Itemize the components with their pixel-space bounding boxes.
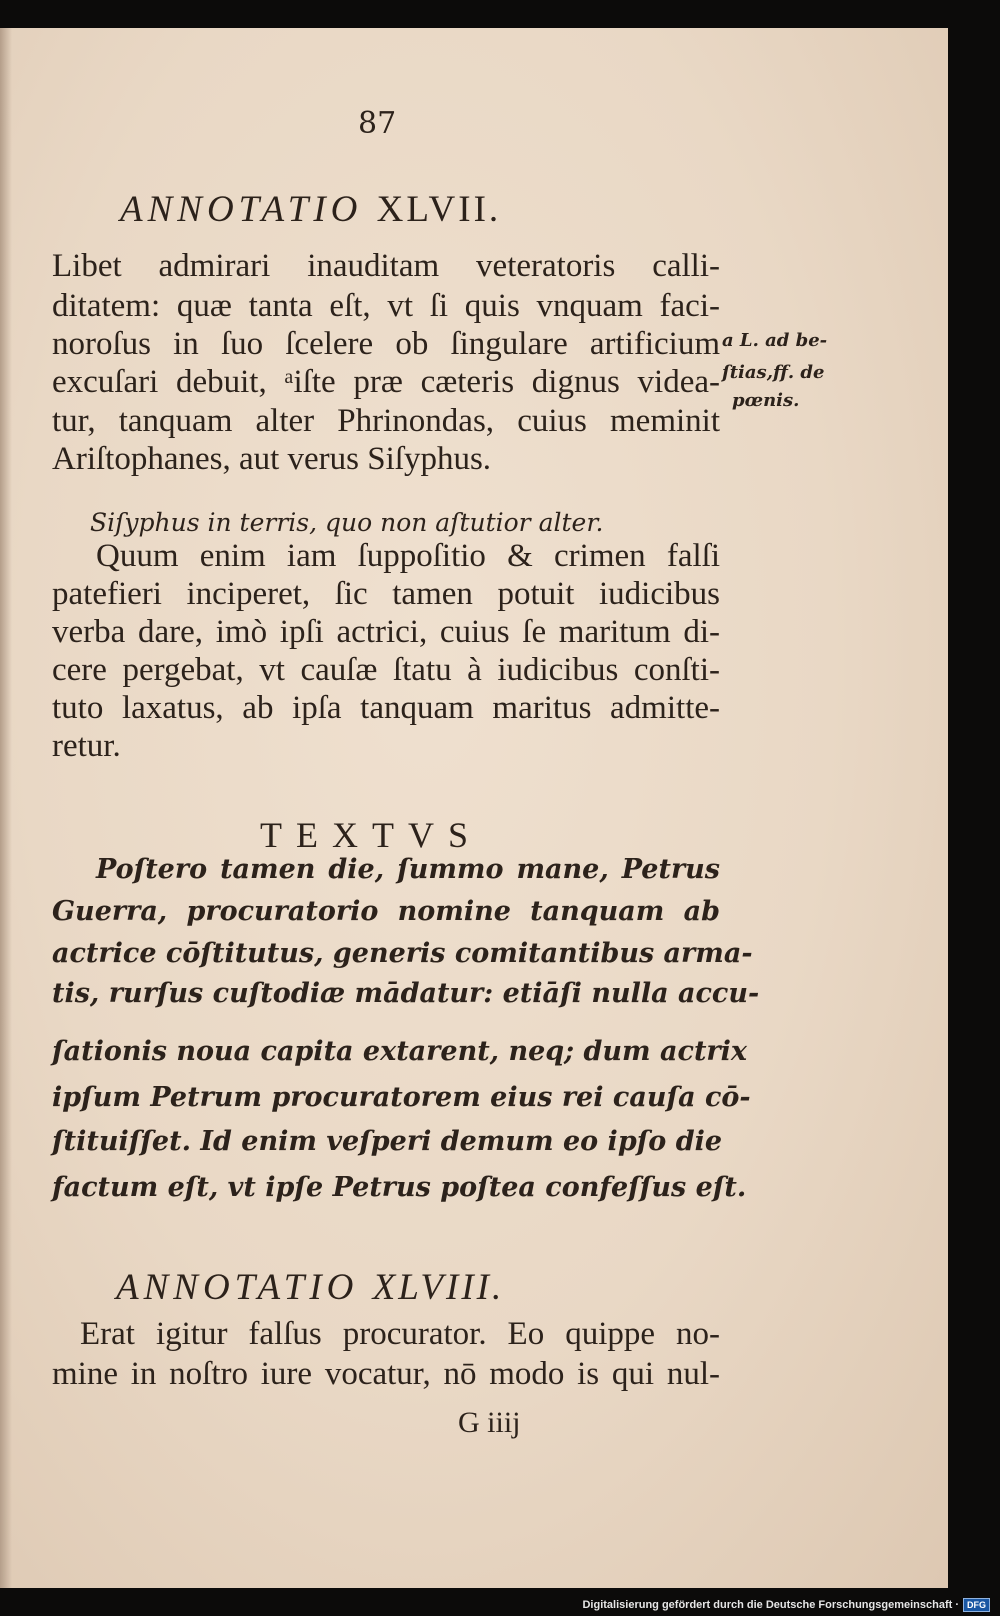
heading-roman: XLVII.	[376, 189, 502, 230]
textus-heading: TEXTVS	[260, 815, 482, 855]
textus-line: Guerra, procuratorio nomine tanquam ab	[52, 896, 720, 927]
page-number: 87	[358, 106, 397, 141]
heading-italic: ANNOTATIO	[116, 1267, 359, 1308]
para3-line: Erat igitur falſus procurator. Eo quippe no-	[80, 1316, 720, 1352]
marginal-note-line: ſtias,ff. de	[722, 362, 825, 383]
annotation-heading-48	[116, 1266, 504, 1309]
heading-italic: ANNOTATIO	[120, 189, 363, 230]
para1-line: Ariſtophanes, aut verus Siſyphus.	[52, 441, 492, 477]
textus-line: ipſum Petrum procuratorem eius rei cauſa cō-	[52, 1082, 751, 1113]
annotation-heading-47	[120, 188, 501, 231]
para2-line: cere pergebat, vt cauſæ ſtatu à iudicibus conſti-	[52, 652, 720, 688]
textus-line: tis, rurſus cuſtodiæ mādatur: etiāſi nulla accu-	[52, 978, 760, 1009]
textus-line: factum eſt, vt ipſe Petrus poſtea confeſſus eſt.	[52, 1172, 747, 1203]
para2-line: verba dare, imò ipſi actrici, cuius ſe maritum di-	[52, 614, 720, 650]
book-page	[0, 28, 948, 1588]
page-gutter-shadow	[0, 28, 12, 1588]
footer-credit	[582, 1598, 990, 1612]
para2-line: Quum enim iam ſuppoſitio & crimen falſi	[96, 538, 720, 574]
textus-line: ſationis noua capita extarent, neq; dum actrix	[52, 1036, 747, 1067]
para1-line: ditatem: quæ tanta eſt, vt ſi quis vnquam faci-	[52, 288, 720, 324]
signature-mark: G iiij	[458, 1406, 521, 1439]
textus-line: actrice cōſtitutus, generis comitantibus arma-	[52, 938, 753, 969]
para2-line: tuto laxatus, ab ipſa tanquam maritus admitte-	[52, 690, 720, 726]
para1-line: tur, tanquam alter Phrinondas, cuius meminit	[52, 403, 720, 439]
heading-roman: XLVIII.	[372, 1267, 505, 1308]
para2-line: retur.	[52, 728, 121, 764]
textus-line: ſtituiſſet. Id enim veſperi demum eo ipſo die	[52, 1126, 723, 1157]
para2-line: patefieri inciperet, ſic tamen potuit iudicibus	[52, 576, 720, 612]
para3-line: mine in noſtro iure vocatur, nō modo is qui nul-	[52, 1356, 720, 1392]
para1-line: noroſus in ſuo ſcelere ob ſingulare artificium	[52, 326, 720, 362]
marginal-note-line: a L. ad be-	[722, 330, 828, 351]
marginal-note-line: pœnis.	[732, 390, 800, 411]
footer-text: Digitalisierung gefördert durch die Deutsche Forschungsgemeinschaft ·	[582, 1599, 959, 1611]
para1-line: excuſari debuit, ᵃiſte præ cæteris dignus videa-	[52, 364, 720, 400]
verse-quote: Siſyphus in terris, quo non aſtutior alter.	[90, 508, 604, 537]
para1-line: Libet admirari inauditam veteratoris calli-	[52, 248, 720, 284]
dfg-logo-icon: DFG	[963, 1598, 990, 1612]
textus-line: Poſtero tamen die, ſummo mane, Petrus	[96, 854, 720, 885]
